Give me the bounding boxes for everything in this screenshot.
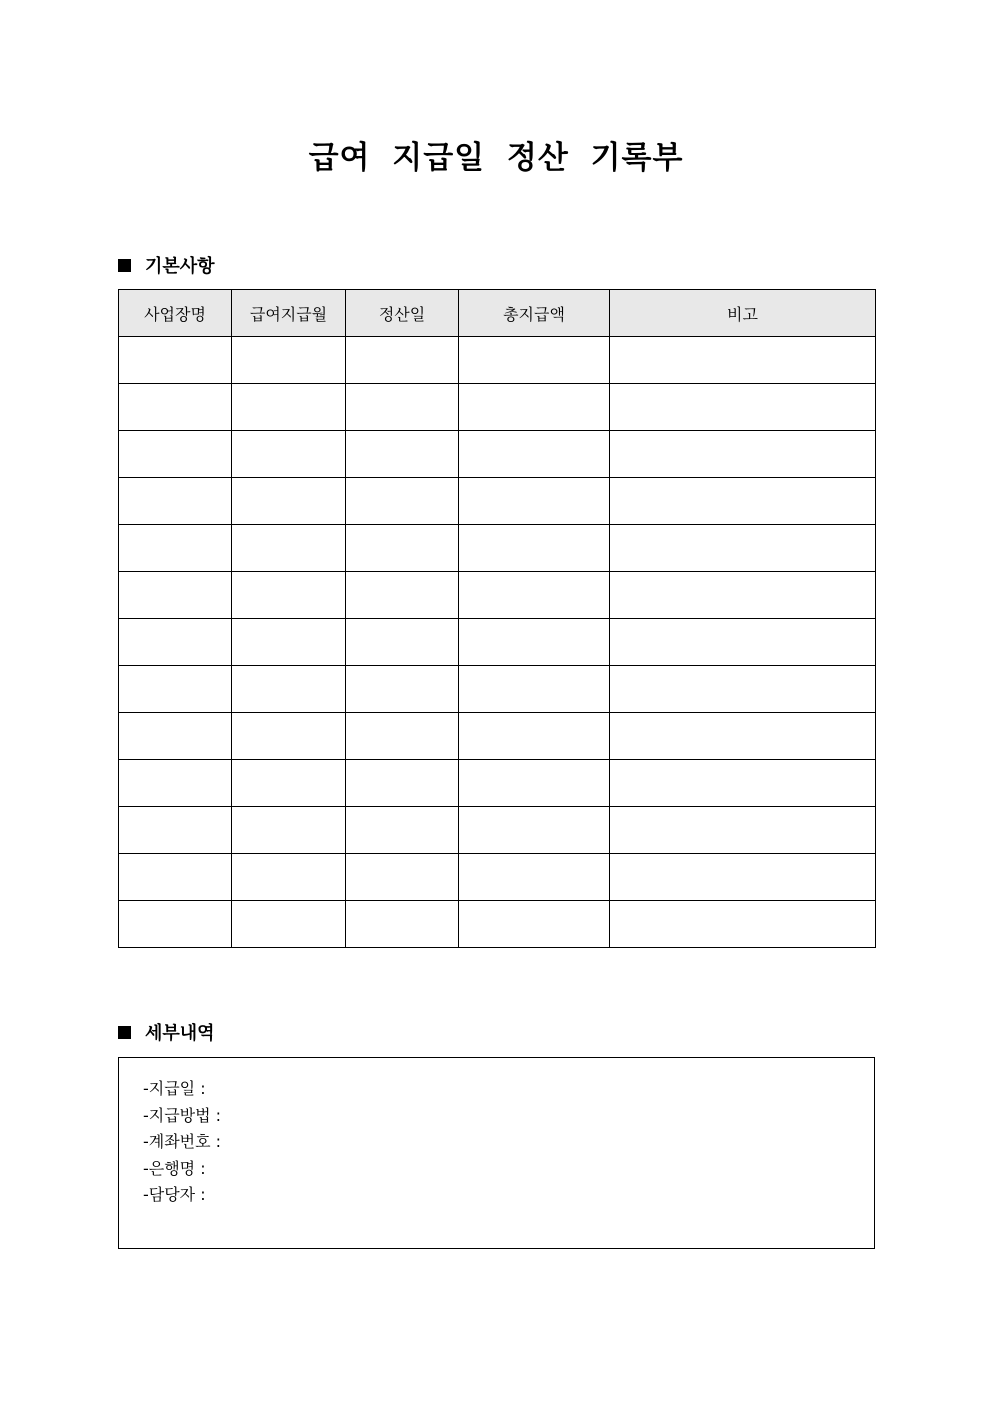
table-row [119,854,876,901]
cell-settlement-date[interactable] [346,666,459,713]
cell-workplace[interactable] [119,854,232,901]
cell-remarks[interactable] [610,619,876,666]
table-row [119,713,876,760]
cell-settlement-date[interactable] [346,807,459,854]
cell-total-amount[interactable] [459,337,610,384]
cell-remarks[interactable] [610,572,876,619]
table-row [119,525,876,572]
cell-remarks[interactable] [610,854,876,901]
cell-total-amount[interactable] [459,854,610,901]
page-title: 급여 지급일 정산 기록부 [308,140,684,176]
cell-settlement-date[interactable] [346,525,459,572]
cell-pay-month[interactable] [232,760,346,807]
cell-settlement-date[interactable] [346,760,459,807]
cell-pay-month[interactable] [232,572,346,619]
cell-workplace[interactable] [119,431,232,478]
detail-item-bank-name: -은행명 : [143,1158,206,1178]
detail-item-account-number: -계좌번호 : [143,1132,222,1151]
cell-settlement-date[interactable] [346,431,459,478]
table-row [119,807,876,854]
section-heading-basic [118,252,215,278]
cell-workplace[interactable] [119,619,232,666]
cell-total-amount[interactable] [459,431,610,478]
cell-pay-month[interactable] [232,713,346,760]
cell-pay-month[interactable] [232,337,346,384]
table-row [119,666,876,713]
table-row [119,384,876,431]
cell-settlement-date[interactable] [346,713,459,760]
cell-workplace[interactable] [119,478,232,525]
cell-workplace[interactable] [119,384,232,431]
cell-pay-month[interactable] [232,666,346,713]
column-header-pay-month: 급여지급월 [232,290,346,337]
cell-pay-month[interactable] [232,384,346,431]
column-header-workplace: 사업장명 [119,290,232,337]
cell-total-amount[interactable] [459,619,610,666]
table-row [119,337,876,384]
table-row [119,901,876,948]
cell-workplace[interactable] [119,807,232,854]
black-square-icon [118,259,131,272]
column-header-total-amount: 총지급액 [459,290,610,337]
cell-remarks[interactable] [610,713,876,760]
cell-settlement-date[interactable] [346,384,459,431]
detail-list [119,1058,874,1209]
cell-remarks[interactable] [610,478,876,525]
section-heading-label: 기본사항 [145,256,215,277]
cell-settlement-date[interactable] [346,337,459,384]
table-body [119,337,876,948]
cell-settlement-date[interactable] [346,478,459,525]
cell-remarks[interactable] [610,760,876,807]
column-header-settlement-date: 정산일 [346,290,459,337]
cell-settlement-date[interactable] [346,854,459,901]
detail-box [118,1057,875,1249]
cell-total-amount[interactable] [459,807,610,854]
cell-pay-month[interactable] [232,807,346,854]
column-header-remarks: 비고 [610,290,876,337]
table-row [119,619,876,666]
cell-pay-month[interactable] [232,525,346,572]
detail-item-pay-date: -지급일 : [143,1079,206,1098]
cell-workplace[interactable] [119,666,232,713]
section-heading-label: 세부내역 [145,1023,215,1044]
cell-workplace[interactable] [119,901,232,948]
cell-remarks[interactable] [610,384,876,431]
basic-info-table [118,289,876,948]
cell-pay-month[interactable] [232,478,346,525]
detail-item-pay-method: -지급방법 : [143,1105,222,1125]
cell-total-amount[interactable] [459,525,610,572]
cell-remarks[interactable] [610,431,876,478]
cell-pay-month[interactable] [232,431,346,478]
cell-remarks[interactable] [610,337,876,384]
cell-total-amount[interactable] [459,478,610,525]
cell-workplace[interactable] [119,713,232,760]
cell-pay-month[interactable] [232,619,346,666]
cell-pay-month[interactable] [232,901,346,948]
table-row [119,572,876,619]
cell-remarks[interactable] [610,525,876,572]
cell-remarks[interactable] [610,666,876,713]
table-row [119,431,876,478]
cell-settlement-date[interactable] [346,572,459,619]
cell-settlement-date[interactable] [346,619,459,666]
cell-total-amount[interactable] [459,572,610,619]
table-header-row [119,290,876,337]
cell-total-amount[interactable] [459,666,610,713]
cell-workplace[interactable] [119,337,232,384]
cell-total-amount[interactable] [459,713,610,760]
cell-workplace[interactable] [119,572,232,619]
cell-total-amount[interactable] [459,384,610,431]
cell-workplace[interactable] [119,760,232,807]
cell-total-amount[interactable] [459,901,610,948]
table-row [119,478,876,525]
section-heading-detail [118,1019,215,1045]
cell-settlement-date[interactable] [346,901,459,948]
detail-item-manager: -담당자 : [143,1185,206,1204]
cell-remarks[interactable] [610,901,876,948]
cell-total-amount[interactable] [459,760,610,807]
cell-workplace[interactable] [119,525,232,572]
table-row [119,760,876,807]
cell-remarks[interactable] [610,807,876,854]
black-square-icon [118,1026,131,1039]
cell-pay-month[interactable] [232,854,346,901]
